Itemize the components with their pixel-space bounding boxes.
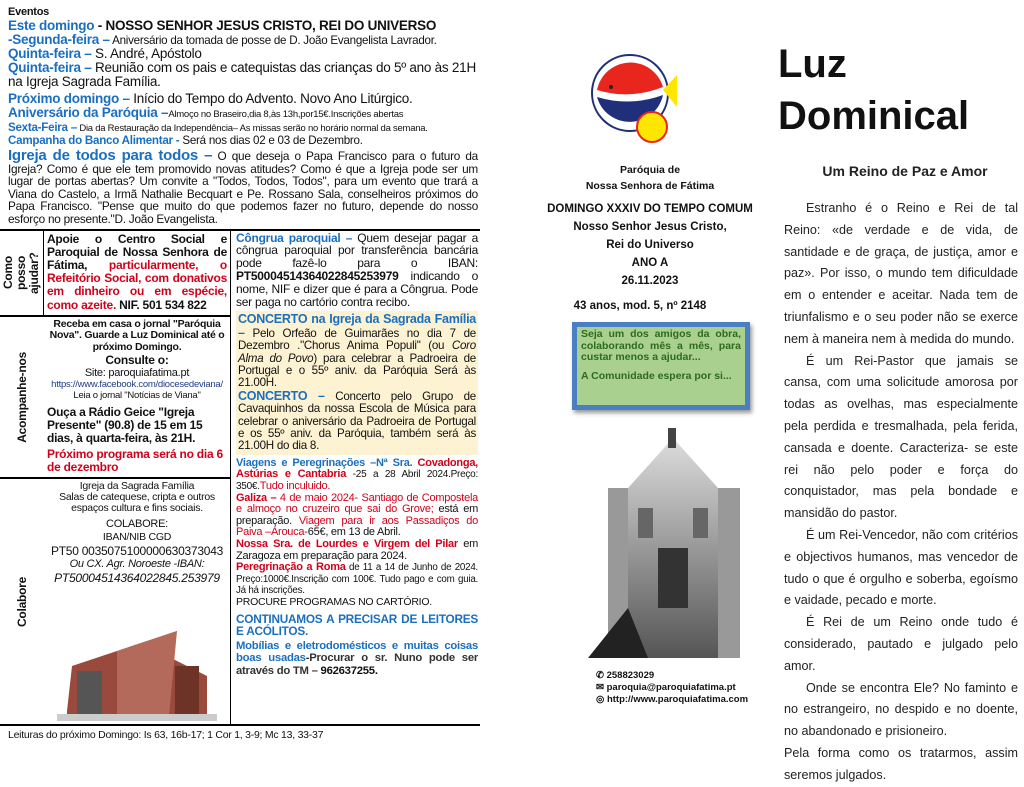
salas-text: Salas de catequese, cripta e outros espaços cultura e fins sociais. bbox=[59, 491, 215, 515]
event-label: Aniversário da Paróquia – bbox=[8, 105, 169, 121]
label: CONCERTO na Igreja da Sagrada Família – bbox=[238, 312, 476, 340]
event-item bbox=[8, 61, 478, 89]
congrua-article bbox=[236, 232, 478, 309]
event-label: Este domingo bbox=[8, 17, 95, 33]
edition-number: 43 anos, mod. 5, nº 2148 bbox=[573, 300, 707, 312]
radio-text: Ouça a Rádio Geice "Igreja Presente" (90.8) de 15 em 15 dias, à quarta-feira, às 21H. bbox=[47, 405, 203, 446]
solenidade: Rei do Universo bbox=[606, 239, 694, 251]
newsletter-title bbox=[778, 38, 969, 142]
phone-link[interactable]: 258823029 bbox=[606, 670, 655, 681]
event-label: Quinta-feira – bbox=[8, 46, 92, 62]
label: Mobílias e eletrodomésticos e muitas coisas boas usadas bbox=[236, 639, 478, 665]
paragraph: Estranho é o Reino e Rei de tal Reino: «de verdade e de vida, de santidade e de graça, de justiça, amor e paz». Por isso, o mundo tem dificuldade em o entender e aceitar. Nada tem de triunfalismo e o seu poder não se exerce nem à maneira nem à medida do mundo. bbox=[784, 201, 1018, 346]
receba-text: Receba em casa o jornal "Paróquia Nova". Guarde a Luz Dominical até o próximo Domingo. bbox=[49, 317, 225, 353]
email-link[interactable]: paroquia@paroquiafatima.pt bbox=[606, 682, 736, 693]
email-icon: ✉ bbox=[596, 682, 607, 693]
text: Nossa Senhora de Fátima bbox=[585, 180, 715, 192]
text: -25 a 28 Abril 2024.Preço: 350€. bbox=[236, 469, 478, 492]
igreja-todos-article bbox=[8, 146, 478, 226]
text: de 11 a 14 de Junho de 2024. Preço:1000€.Inscrição com 100€. Tudo pago e com guia. Já há inscrições. bbox=[236, 562, 478, 597]
jornal-text: Leia o jornal "Notícias de Viana" bbox=[73, 390, 201, 402]
continuamos-text: CONTINUAMOS A PRECISAR DE LEITORES E ACÓLITOS. bbox=[236, 611, 478, 639]
text: Paróquia de bbox=[619, 164, 681, 176]
text: -Procurar o sr. Nuno pode ser através do TM – bbox=[236, 652, 478, 678]
phone-icon: ✆ bbox=[596, 670, 607, 681]
text: indicando o nome, NIF e dizer que é para a Côngrua. Pode ser paga no cartório contra recibo. bbox=[236, 268, 478, 309]
church-building-photo bbox=[57, 626, 217, 721]
text: Tudo inculuido. bbox=[259, 479, 331, 492]
iban-label: IBAN/NIB CGD bbox=[102, 531, 172, 544]
label: Peregrinação a Roma bbox=[236, 561, 346, 574]
text: Apoie o Centro Social e Paroquial de Nossa Senhora de Fátima, bbox=[47, 231, 227, 272]
acompanhe-content bbox=[44, 317, 230, 477]
events-heading: Eventos bbox=[8, 6, 50, 18]
label: Viagens e Peregrinações –Nª Sra. bbox=[236, 456, 413, 469]
side-label: Colabore bbox=[14, 576, 29, 627]
article-subtitle: Um Reino de Paz e Amor bbox=[822, 163, 988, 179]
parish-logo bbox=[585, 45, 685, 145]
event-text: S. André, Apóstolo bbox=[91, 46, 202, 62]
iban-alt-label: Ou CX. Agr. Noroeste -IBAN: bbox=[69, 558, 205, 571]
colabore-row bbox=[0, 477, 230, 724]
contacts bbox=[596, 670, 748, 706]
label: Nossa Sra. de Lourdes e Virgem del Pilar bbox=[236, 537, 458, 550]
acompanhe-row bbox=[0, 315, 230, 477]
ano: ANO A bbox=[631, 257, 669, 269]
event-text: Será nos dias 02 e 03 de Dezembro. bbox=[179, 134, 363, 148]
date: 26.11.2023 bbox=[621, 275, 679, 287]
como-ajudar-content bbox=[44, 231, 230, 315]
dest: Covadonga, Astúrias e Cantabria bbox=[236, 456, 478, 481]
event-text: Reunião com os pais e catequistas das crianças do 5º ano às 21H na Igreja Sagrada Família. bbox=[8, 60, 476, 90]
text: Viagem para ir aos Passadiços do Paiva –Arouca- bbox=[236, 514, 478, 539]
paragraph: Onde se encontra Ele? No faminto e no estrangeiro, no despido e no doente, no abandonado e prisioneiro. bbox=[784, 680, 1018, 739]
title-line: Luz bbox=[778, 42, 847, 86]
event-text: Dia da Restauração da Independência– As missas serão no horário normal da semana. bbox=[76, 122, 428, 134]
solenidade: Nosso Senhor Jesus Cristo, bbox=[573, 221, 727, 233]
website-link[interactable]: http://www.paroquiafatima.com bbox=[606, 694, 749, 705]
iban-value: PT50 0035075100000630373043 bbox=[50, 544, 224, 559]
iban: PT50004514364022845253979 bbox=[236, 268, 399, 283]
event-item bbox=[8, 47, 478, 61]
phone: 962637255. bbox=[320, 665, 378, 678]
text: particularmente, o Refeitório Social, com donativos em dinheiro ou em espécie, como azeite. bbox=[47, 257, 227, 312]
event-item bbox=[8, 122, 478, 136]
church-building-photo-wrap bbox=[47, 585, 227, 721]
site-link[interactable]: Site: paroquiafatima.pt bbox=[84, 366, 190, 379]
colabore-content bbox=[44, 479, 230, 724]
colabore-label bbox=[0, 479, 44, 724]
event-label: Quinta-feira – bbox=[8, 60, 92, 76]
text: Pelo Orfeão de Guimarães no dia 7 de Dezembro ."Chorus Anima Populi" (ou bbox=[238, 326, 476, 353]
concertos-box bbox=[236, 311, 478, 454]
side-label: Como posso ajudar? bbox=[1, 251, 41, 294]
label: Côngrua paroquial – bbox=[236, 230, 353, 245]
article-label: Igreja de todos para todos – bbox=[8, 146, 213, 164]
colabore-title: COLABORE: bbox=[106, 518, 168, 531]
info-grid bbox=[0, 229, 480, 726]
concerto1 bbox=[238, 313, 476, 389]
event-item bbox=[8, 106, 478, 122]
sidebar bbox=[0, 231, 231, 724]
event-item bbox=[8, 33, 478, 48]
event-text: Almoço no Braseiro,dia 8,às 13h,por15€.Inscrições abertas bbox=[168, 109, 404, 121]
viagens-article bbox=[236, 458, 478, 678]
left-page bbox=[0, 6, 480, 742]
event-text: - NOSSO SENHOR JESUS CRISTO, REI DO UNIVERSO bbox=[94, 17, 437, 33]
concerto2 bbox=[238, 390, 476, 453]
facebook-link[interactable]: https://www.facebook.com/diocesedeviana/ bbox=[51, 379, 223, 391]
consulte-text: Consulte o: bbox=[105, 352, 169, 367]
text: ) para celebrar a Padroeira de Portugal e o 55º aniv. da Paróquia Será às 21.00H. bbox=[238, 351, 477, 390]
amigos-box bbox=[572, 322, 750, 410]
label: CONCERTO – bbox=[238, 388, 325, 403]
text: Quem desejar pagar a côngrua paroquial por transferência bancária pode fazê-lo para o IBAN: bbox=[236, 230, 478, 271]
event-item bbox=[8, 19, 478, 33]
text: 65€, em 13 de Abril. bbox=[307, 526, 401, 539]
acompanhe-label bbox=[0, 317, 44, 477]
text: Coro Alma do Povo bbox=[238, 339, 476, 365]
label: Galiza – bbox=[236, 491, 277, 504]
box-text: A Comunidade espera por si... bbox=[581, 369, 732, 382]
text: está em preparação. bbox=[236, 503, 478, 527]
event-text: Aniversário da tomada de posse de D. João Evangelista Lavrador. bbox=[109, 33, 437, 47]
leituras-text: Leituras do próximo Domingo: Is 63, 16b-17; 1 Cor 1, 3-9; Mc 13, 33-37 bbox=[8, 729, 324, 741]
globe-icon: ◎ bbox=[596, 694, 607, 705]
event-label: Campanha do Banco Alimentar - bbox=[8, 134, 180, 148]
event-item bbox=[8, 92, 478, 106]
liturgy-info bbox=[530, 200, 770, 290]
domingo-title: DOMINGO XXXIV DO TEMPO COMUM bbox=[547, 203, 753, 215]
side-label: Acompanhe-nos bbox=[14, 351, 29, 443]
como-ajudar-row bbox=[0, 231, 230, 315]
box-text: Seja um dos amigos da obra, colaborando mês a mês, para custar menos a ajudar... bbox=[581, 328, 741, 363]
parish-name bbox=[530, 162, 770, 194]
title-line: Dominical bbox=[778, 94, 970, 138]
middle-column bbox=[231, 231, 480, 724]
text: em Zaragoza em preparação para 2024. bbox=[236, 537, 478, 562]
text: 4 de maio 2024- Santiago de Compostela e almoço no cruzeiro que sai do Grove; bbox=[236, 491, 479, 516]
events-section bbox=[0, 6, 480, 226]
proximo-programa: Próximo programa será no dia 6 de dezembro bbox=[47, 447, 223, 475]
paragraph: É Rei de um Reino onde tudo é considerado, pautado e julgado pelo amor. bbox=[784, 615, 1018, 673]
article-body bbox=[784, 198, 1018, 787]
event-label: Sexta-Feira – bbox=[8, 120, 77, 134]
como-ajudar-label bbox=[0, 231, 44, 315]
iban-alt-value: PT50004514364022845.253979 bbox=[54, 571, 220, 586]
igreja-text: Igreja da Sagrada Família bbox=[79, 480, 195, 493]
church-drawing bbox=[588, 428, 764, 666]
event-text: Início do Tempo do Advento. Novo Ano Litúrgico. bbox=[129, 91, 413, 107]
nif: NIF. 501 534 822 bbox=[116, 297, 207, 312]
procure-text: PROCURE PROGRAMAS NO CARTÓRIO. bbox=[236, 595, 432, 608]
text: Concerto pelo Grupo de Cavaquinhos da nossa Escola de Música para celebrar o aniversário da Padroeira de Portugal e os 55º aniv. da Paróquia, também será às 21.00H do dia 8. bbox=[238, 389, 477, 453]
event-label: Próximo domingo – bbox=[8, 91, 130, 107]
paragraph: É um Rei-Vencedor, não com critérios e objectivos humanos, mas vencedor de tudo o que é orgulho e soberba, egoísmo e vaidade, pecado e morte. bbox=[784, 527, 1018, 608]
paragraph: Pela forma como os tratarmos, assim seremos julgados. bbox=[784, 745, 1018, 782]
event-label: -Segunda-feira – bbox=[8, 31, 110, 47]
paragraph: É um Rei-Pastor que jamais se cansa, com uma solicitude amorosa por todas as ovelhas, mas especialmente pela perdida e tresmalhada, pela ferida, cansada e doente. Caracteriza- se este rei não pelo poder e força do conquistador, mas pela bondade e mansidão do pastor. bbox=[784, 353, 1018, 521]
article-text: O que deseja o Papa Francisco para o futuro da Igreja? Como é que ele tem promovido novas atitudes? Como é que a Igreja pode ser um lugar de portas abertas? Um convite a "Todos, Todos, Todos", para um evento que trará a Viana do Castelo, a Irmã Nathalie Becquart e Pe. Rossano Sala, conselheiros próximos do Papa Francisco. "Pense que muito do que podemos fazer no futuro, depende do nosso esforço no presente."D. João Evangelista. bbox=[8, 148, 478, 226]
